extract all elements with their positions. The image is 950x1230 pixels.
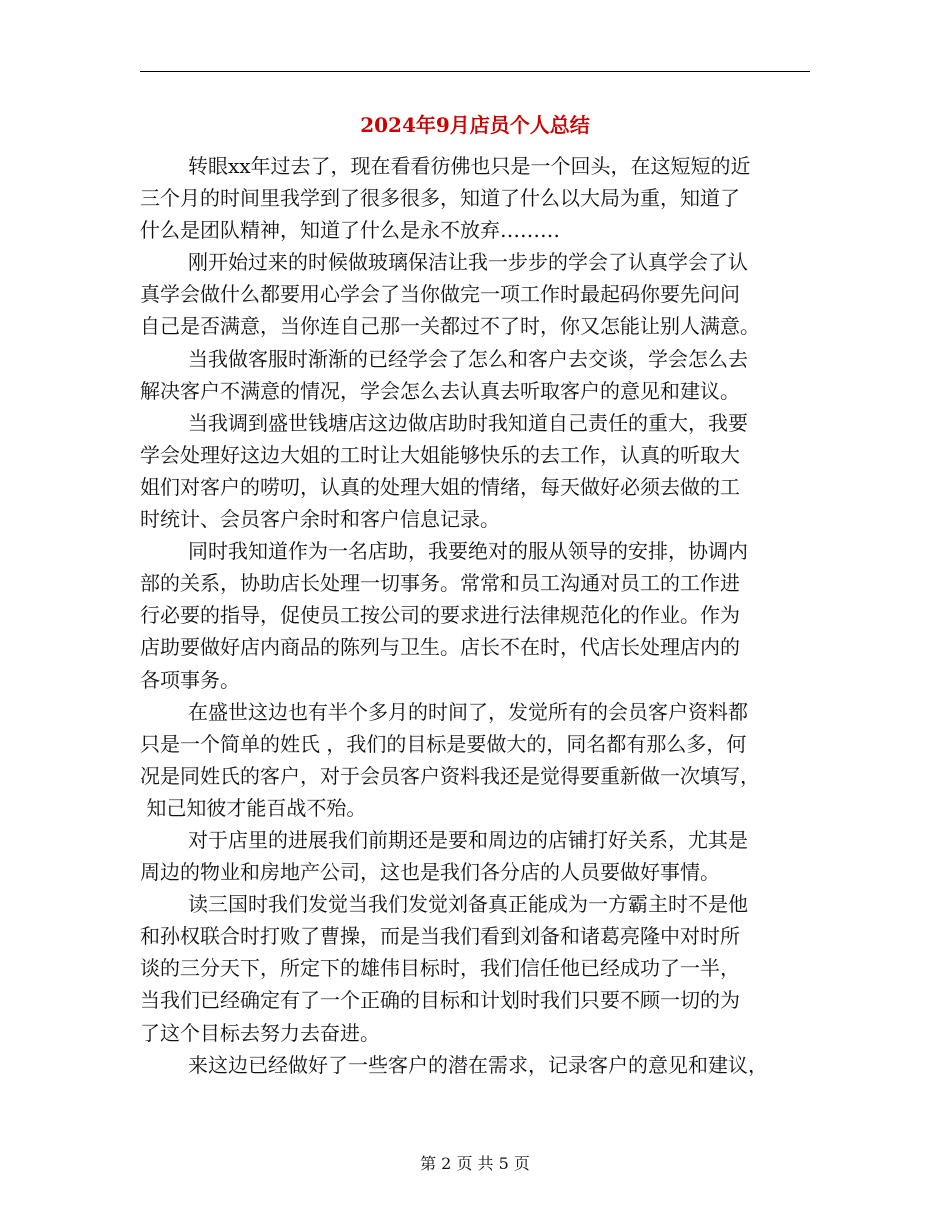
text-line: 行必要的指导，促使员工按公司的要求进行法律规范化的作业。作为 <box>140 603 740 628</box>
text-line: 和孙权联合时打败了曹操，而是当我们看到刘备和诸葛亮隆中对时所 <box>140 924 740 949</box>
text-line: 自己是否满意，当你连自己那一关都过不了时，你又怎能让别人满意。 <box>140 314 760 339</box>
paragraph-8 <box>140 888 810 1048</box>
text-line: 刚开始过来的时候做玻璃保洁让我一步步的学会了认真学会了认 <box>188 250 748 275</box>
text-line: 解决客户不满意的情况，学会怎么去认真去听取客户的意见和建议。 <box>140 378 740 403</box>
text-line: 读三国时我们发觉当我们发觉刘备真正能成为一方霸主时不是他 <box>188 892 748 917</box>
text-line: 各项事务。 <box>140 667 240 692</box>
text-line: 店助要做好店内商品的陈列与卫生。店长不在时，代店长处理店内的 <box>140 635 740 660</box>
text-line: 姐们对客户的唠叨，认真的处理大姐的情绪，每天做好必须去做的工 <box>140 474 740 499</box>
text-line: 三个月的时间里我学到了很多很多，知道了什么以大局为重，知道了 <box>140 186 740 211</box>
header-rule <box>140 71 810 72</box>
text-line: 学会处理好这边大姐的工时让大姐能够快乐的去工作，认真的听取大 <box>140 442 740 467</box>
text-line: 当我调到盛世钱塘店这边做店助时我知道自己责任的重大，我要 <box>188 410 748 435</box>
text-line: 周边的物业和房地产公司，这也是我们各分店的人员要做好事情。 <box>140 860 720 885</box>
text-line: 同时我知道作为一名店助，我要绝对的服从领导的安排，协调内 <box>188 539 748 564</box>
text-line: 当我们已经确定有了一个正确的目标和计划时我们只要不顾一切的为 <box>140 988 740 1013</box>
document-body <box>140 150 810 1081</box>
text-line: 部的关系，协助店长处理一切事务。常常和员工沟通对员工的工作进 <box>140 571 740 596</box>
text-line: 真学会做什么都要用心学会了当你做完一项工作时最起码你要先问问 <box>140 282 740 307</box>
page-number: 第 2 页 共 5 页 <box>420 1154 530 1173</box>
text-line: 来这边已经做好了一些客户的潜在需求，记录客户的意见和建议， <box>188 1052 768 1077</box>
text-line: 只是一个简单的姓氏 ，我们的目标是要做大的，同名都有那么多，何 <box>140 731 747 756</box>
paragraph-9 <box>140 1049 810 1081</box>
text-line: 在盛世这边也有半个多月的时间了，发觉所有的会员客户资料都 <box>188 699 748 724</box>
text-line: 转眼xx年过去了，现在看看彷佛也只是一个回头，在这短短的近 <box>188 154 751 178</box>
paragraph-4 <box>140 407 810 535</box>
paragraph-3 <box>140 343 810 407</box>
text-line: 了这个目标去努力去奋进。 <box>140 1020 380 1045</box>
text-line: 当我做客服时渐渐的已经学会了怎么和客户去交谈，学会怎么去 <box>188 346 748 371</box>
text-line: 况是同姓氏的客户，对于会员客户资料我还是觉得要重新做一次填写， <box>140 763 760 788</box>
text-line: 时统计、会员客户余时和客户信息记录。 <box>140 507 500 532</box>
document-title: 2024年9月店员个人总结 <box>360 113 590 137</box>
paragraph-1 <box>140 150 810 246</box>
text-line: 谈的三分天下，所定下的雄伟目标时，我们信任他已经成功了一半， <box>140 956 740 981</box>
paragraph-7 <box>140 824 810 888</box>
paragraph-5 <box>140 535 810 695</box>
text-line: 知己知彼才能百战不殆。 <box>140 795 367 820</box>
text-line: 对于店里的进展我们前期还是要和周边的店铺打好关系，尤其是 <box>188 827 748 852</box>
paragraph-2 <box>140 246 810 342</box>
text-line: 什么是团队精神，知道了什么是永不放弃……… <box>140 218 560 243</box>
paragraph-6 <box>140 696 810 824</box>
